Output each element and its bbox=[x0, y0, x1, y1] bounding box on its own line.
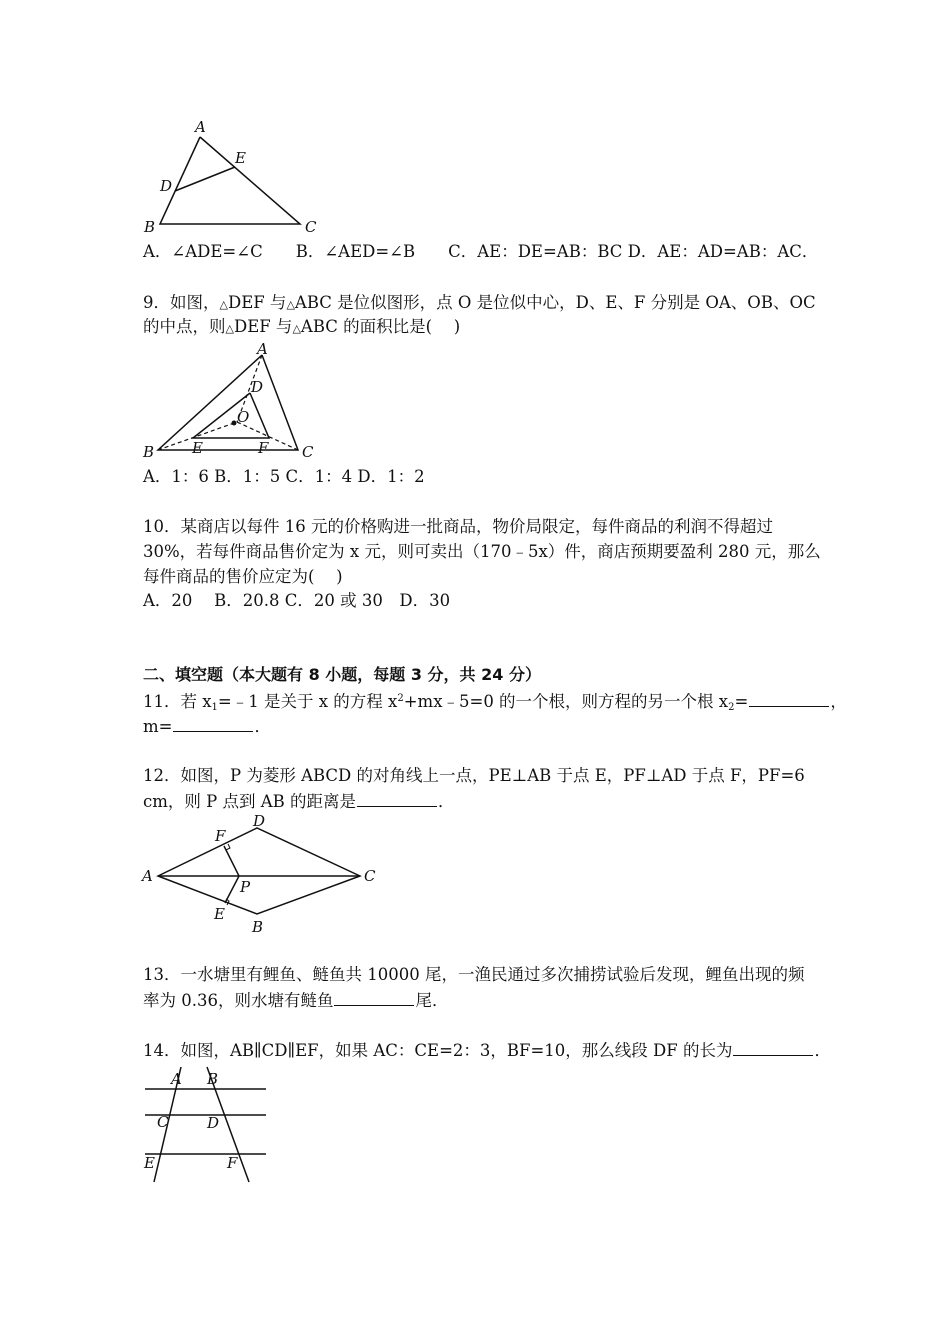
q10-text-line3: 每件商品的售价应定为( ) bbox=[143, 567, 343, 586]
label-e: E bbox=[144, 1154, 155, 1172]
label-a: A bbox=[171, 1070, 182, 1088]
q11-sub2: 2 bbox=[728, 702, 735, 713]
q11-part5: ， bbox=[830, 692, 847, 711]
q12-line2-text: cm，则 P 点到 AB 的距离是 bbox=[143, 792, 357, 811]
q9-options: A．1：6 B．1：5 C．1：4 D．1：2 bbox=[143, 467, 425, 486]
label-p: P bbox=[240, 878, 251, 896]
label-o: O bbox=[237, 408, 250, 426]
label-b: B bbox=[252, 918, 264, 936]
triangle-symbol: △ bbox=[219, 298, 228, 311]
label-e: E bbox=[214, 905, 225, 923]
triangle-abc-figure bbox=[138, 118, 338, 238]
label-c: C bbox=[364, 867, 376, 885]
q9-l1-b: DEF 与 bbox=[227, 293, 287, 312]
answer-blank[interactable] bbox=[173, 715, 253, 732]
label-a: A bbox=[142, 867, 153, 885]
triangle-symbol: △ bbox=[292, 322, 301, 335]
section-title: 二、填空题（本大题有 8 小题，每题 3 分，共 24 分） bbox=[143, 665, 541, 684]
point-o bbox=[232, 421, 237, 426]
q11-text-line2 bbox=[143, 715, 271, 738]
answer-blank[interactable] bbox=[357, 790, 437, 807]
label-a: A bbox=[257, 340, 268, 358]
label-f: F bbox=[258, 439, 269, 457]
q13-text-line1: 13．一水塘里有鲤鱼、鲢鱼共 10000 尾，一渔民通过多次捕捞试验后发现，鲤鱼出现的频 bbox=[143, 965, 805, 984]
q11-sup: 2 bbox=[397, 693, 404, 704]
q9-l2-c: ABC 的面积比是( ) bbox=[300, 317, 461, 336]
q8-options: A．∠ADE=∠C B．∠AED=∠B C．AE：DE=AB：BC D．AE：AD=AB：AC． bbox=[143, 242, 819, 261]
label-d: D bbox=[207, 1114, 220, 1132]
triangle-symbol: △ bbox=[225, 322, 234, 335]
label-b: B bbox=[207, 1070, 219, 1088]
label-d: D bbox=[160, 177, 173, 195]
triangle-abc bbox=[160, 137, 300, 224]
q11-sub1: 1 bbox=[211, 702, 218, 713]
q11-part3: +mx﹣5=0 的一个根，则方程的另一个根 x bbox=[403, 692, 729, 711]
label-e: E bbox=[192, 439, 203, 457]
q13-end: 尾． bbox=[415, 991, 449, 1010]
label-d: D bbox=[253, 812, 266, 830]
rhombus-abcd bbox=[158, 828, 360, 914]
label-b: B bbox=[143, 443, 155, 461]
homothety-figure bbox=[138, 340, 338, 465]
label-c: C bbox=[157, 1113, 169, 1131]
triangle-symbol: △ bbox=[286, 298, 295, 311]
q9-text-line2 bbox=[143, 316, 460, 340]
label-b: B bbox=[144, 218, 156, 236]
answer-blank[interactable] bbox=[749, 690, 829, 707]
label-e: E bbox=[235, 149, 246, 167]
parallel-lines-figure bbox=[138, 1065, 278, 1190]
q14-end: ． bbox=[814, 1041, 831, 1060]
label-c: C bbox=[305, 218, 317, 236]
q14-text-line1 bbox=[143, 1039, 831, 1062]
q11-end: ． bbox=[254, 717, 271, 736]
q10-text-line1: 10．某商店以每件 16 元的价格购进一批商品，物价局限定，每件商品的利润不得超过 bbox=[143, 517, 773, 536]
label-f: F bbox=[215, 827, 226, 845]
q12-text-line1: 12．如图，P 为菱形 ABCD 的对角线上一点，PE⊥AB 于点 E，PF⊥AD 于点 F，PF=6 bbox=[143, 766, 805, 785]
q14-line1-text: 14．如图，AB∥CD∥EF，如果 AC：CE=2：3，BF=10，那么线段 DF 的长为 bbox=[143, 1041, 733, 1060]
answer-blank[interactable] bbox=[733, 1039, 813, 1056]
q11-text-line1 bbox=[143, 690, 847, 713]
q9-l2-a: 的中点，则 bbox=[143, 317, 226, 336]
q9-l2-b: DEF 与 bbox=[233, 317, 293, 336]
segment-pe bbox=[225, 876, 239, 903]
right-angle-f bbox=[226, 844, 230, 850]
q9-text-line1 bbox=[143, 292, 816, 316]
q13-line2-text: 率为 0.36，则水塘有鲢鱼 bbox=[143, 991, 334, 1010]
q11-m: m= bbox=[143, 717, 173, 736]
segment-pf bbox=[224, 846, 239, 876]
answer-blank[interactable] bbox=[334, 989, 414, 1006]
q11-part1: 11．若 x bbox=[143, 692, 212, 711]
q12-end: ． bbox=[438, 792, 455, 811]
label-d: D bbox=[251, 378, 264, 396]
q9-l1-c: ABC 是位似图形，点 O 是位似中心，D、E、F 分别是 OA、OB、OC bbox=[294, 293, 816, 312]
label-a: A bbox=[195, 118, 206, 136]
q9-l1-a: 9．如图， bbox=[143, 293, 220, 312]
q11-part2: =﹣1 是关于 x 的方程 x bbox=[217, 692, 398, 711]
triangle-abc bbox=[158, 355, 298, 450]
label-c: C bbox=[302, 443, 314, 461]
q10-options: A．20 B．20.8 C．20 或 30 D．30 bbox=[143, 591, 451, 610]
q11-part4: = bbox=[734, 692, 749, 711]
label-f: F bbox=[227, 1154, 238, 1172]
q13-text-line2 bbox=[143, 989, 448, 1012]
rhombus-figure bbox=[138, 810, 388, 938]
q10-text-line2: 30%，若每件商品售价定为 x 元，则可卖出（170﹣5x）件，商店预期要盈利 280 元，那么 bbox=[143, 542, 821, 561]
